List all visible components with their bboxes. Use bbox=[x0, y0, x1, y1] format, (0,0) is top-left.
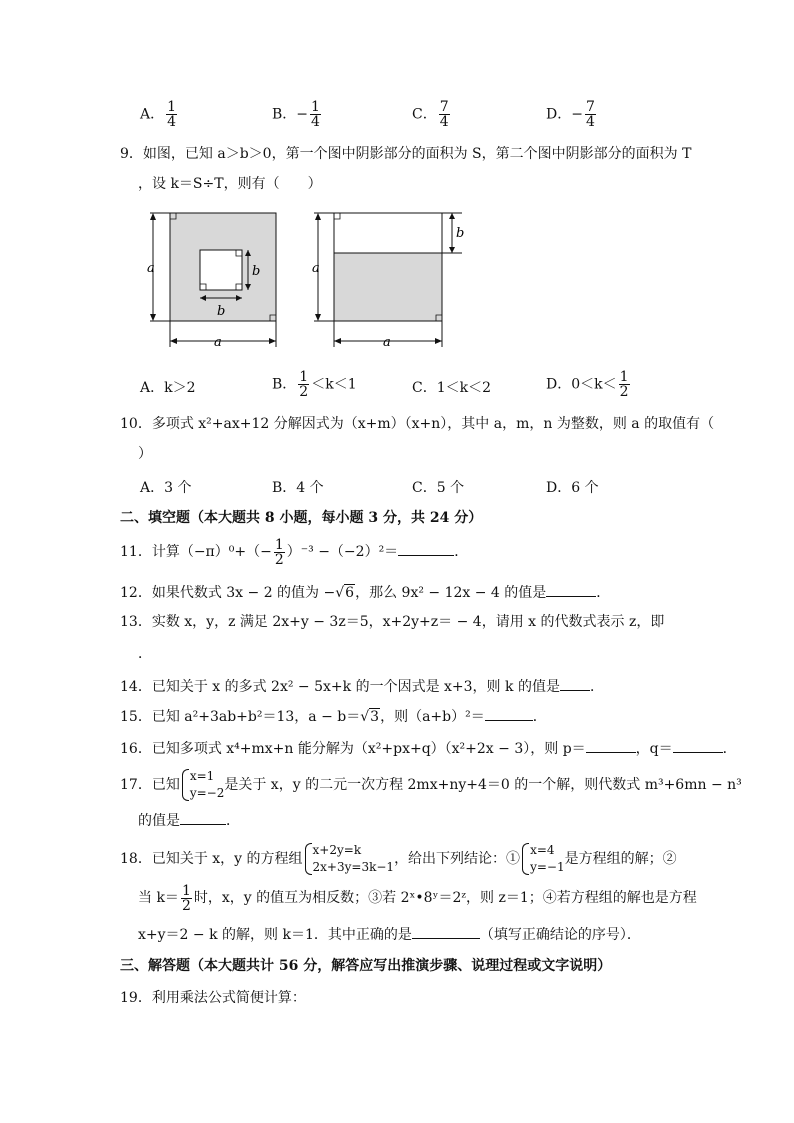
section-2-heading: 二、填空题（本大题共 8 小题，每小题 3 分，共 24 分） bbox=[120, 510, 483, 526]
q18-line1: 18．已知关于 x，y 的方程组 x+2y=k 2x+3y=3k−1 ，给出下列结论：① x=4 y=−1 是方程组的解；② bbox=[120, 843, 677, 874]
q18-system: x+2y=k 2x+3y=3k−1 bbox=[303, 842, 395, 876]
q9-line2: ，设 k＝S÷T，则有（ ） bbox=[138, 176, 322, 192]
fig2-label-a-vertical: a bbox=[312, 261, 320, 276]
q9-option-d: D．0＜k＜ $\frac{1}{2}$ bbox=[546, 369, 629, 400]
q14: 14．已知关于 x 的多式 2x² − 5x+k 的一个因式是 x+3，则 k 的值是 ． bbox=[120, 676, 604, 697]
fig1-label-b-vertical: b bbox=[252, 264, 261, 279]
q9-option-a: A．k＞2 bbox=[140, 380, 196, 396]
section-3-heading: 三、解答题（本大题共计 56 分，解答应写出推演步骤、说理过程或文字说明） bbox=[120, 958, 612, 974]
q10-option-b: B．4 个 bbox=[272, 480, 324, 496]
q18-line2: 当 k＝ $\frac{1}{2}$ 时，x，y 的值互为相反数；③若 2ˣ•8ʸ＝2ᶻ，则 z＝1；④若方程组的解也是方程 bbox=[138, 882, 697, 914]
fig1-label-b-horizontal: b bbox=[217, 304, 226, 319]
q10-line2: ） bbox=[138, 446, 152, 462]
q18-line3: x+y＝2 − k 的解，则 k＝1．其中正确的是 （填写正确结论的序号）． bbox=[138, 924, 641, 945]
q17-line1: 17．已知 x=1 y=−2 是关于 x，y 的二元一次方程 2mx+ny+4＝0 的一个解，则代数式 m³+6mn − n³ bbox=[120, 769, 742, 800]
q13-line1: 13．实数 x，y，z 满足 2x+y − 3z＝5，x+2y+z＝ − 4，请用 x 的代数式表示 z，即 bbox=[120, 614, 665, 630]
q16: 16．已知多项式 x⁴+mx+n 能分解为（x²+px+q）（x²+2x − 3），则 p＝ ，q＝ ． bbox=[120, 738, 737, 759]
q17-system: x=1 y=−2 bbox=[180, 768, 225, 802]
q10-option-d: D．6 个 bbox=[546, 480, 599, 496]
fig1-label-a-vertical: a bbox=[147, 261, 155, 276]
q10-option-a: A．3 个 bbox=[140, 480, 192, 496]
fig2-label-b-vertical: b bbox=[456, 226, 465, 241]
q8-option-a: A． $\frac{1}{4}$ bbox=[140, 99, 177, 130]
q15: 15．已知 a²+3ab+b²＝13，a − b＝√3，则（a+b）²＝ ． bbox=[120, 706, 547, 727]
fig2-label-a-horizontal: a bbox=[383, 335, 391, 350]
q19: 19．利用乘法公式简便计算： bbox=[120, 990, 306, 1006]
q9-line1: 9．如图，已知 a＞b＞0，第一个图中阴影部分的面积为 S，第二个图中阴影部分的面积为 T bbox=[120, 146, 692, 162]
q9-figure bbox=[0, 205, 794, 365]
q17-line2: 的值是 ． bbox=[138, 810, 240, 831]
q9-option-c: C．1＜k＜2 bbox=[412, 380, 492, 396]
q9-option-b: B． $\frac{1}{2}$ ＜k＜1 bbox=[272, 369, 357, 400]
q8-option-d: D．− $\frac{7}{4}$ bbox=[546, 99, 595, 130]
q10-option-c: C．5 个 bbox=[412, 480, 465, 496]
q8-option-b: B．− $\frac{1}{4}$ bbox=[272, 99, 320, 130]
q8-option-c: C． $\frac{7}{4}$ bbox=[412, 99, 449, 130]
q11: 11．计算（−π）⁰+（− $\frac{1}{2}$ ）⁻³ −（−2）²＝ ． bbox=[120, 536, 469, 568]
q10-line1: 10．多项式 x²+ax+12 分解因式为（x+m）（x+n），其中 a，m，n 为整数，则 a 的取值有（ bbox=[120, 416, 715, 432]
fig1-label-a-horizontal: a bbox=[214, 335, 222, 350]
q13-line2: ． bbox=[138, 646, 152, 662]
q18-solution: x=4 y=−1 bbox=[520, 842, 565, 876]
q12: 12．如果代数式 3x − 2 的值为 −√6，那么 9x² − 12x − 4 的值是 ． bbox=[120, 582, 610, 603]
